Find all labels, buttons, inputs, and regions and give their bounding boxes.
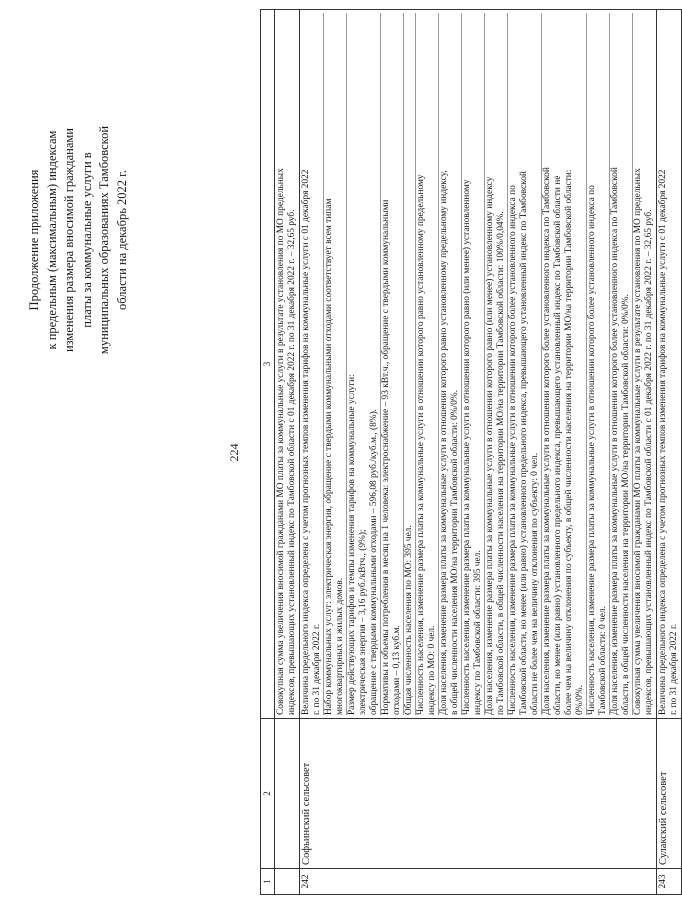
table-row [657,10,682,895]
text-line: г. по 31 декабря 2022 г. [669,623,679,715]
text-line: индексу по Тамбовской области: 395 чел. [473,550,483,715]
text-line: многоквартирных и жилых домов. [335,577,345,715]
text-line: Нормативы и объемы потребления в месяц на 1 человека: электроснабжение – 93 кВт.ч., обращение с твердыми коммунальными [380,13,392,715]
heading-line: Продолжение приложения [27,169,41,311]
continuation-text-cell [275,10,300,719]
text-line: Численность населения, изменение размера платы за коммунальные услуги в отношении которого равно (или менее) установленному [461,13,473,715]
text-line: Величина предельного индекса определена с учетом прогнозных темпов изменения тарифов на коммунальные услуги с 01 декабря 2022 [301,169,311,715]
row-number-cell [275,869,300,895]
municipality-name: Сулакский сельсовет [657,719,682,869]
municipality-cell [275,719,300,869]
index-description-cell [300,10,657,719]
text-line: Численность населения, изменение размера платы за коммунальные услуги в отношении которого более установленного индекса по [586,13,598,715]
index-table [260,9,682,895]
text-line: Доля населения, изменение размера платы за коммунальные услуги в отношении которого равно установленному предельному индексу, [438,13,450,715]
text-line: отходами – 0,13 куб.м. [392,625,402,715]
text-line: в общей численности населения МО/на территории Тамбовской области: 0%/0%. [450,390,460,715]
text-line: Доля населения, изменение размера платы за коммунальные услуги в отношении которого равно (или менее) установленному индексу [484,13,496,715]
text-line: Доля населения, изменение размера платы за коммунальные услуги в отношении которого более установленного индекса по Тамбовской [609,13,621,715]
header-col-2: 2 [261,719,275,869]
text-line: области, в общей численности населения на территории МО/на территории Тамбовской области: 0%/0%. [621,294,631,715]
text-line: индексов, превышающих установленный индекс по Тамбовской области с 01 декабря 2022 г. по 31 декабря 2022 г. – 32,65 руб. [644,209,654,715]
page-number: 224 [227,443,241,462]
text-line: Набор коммунальных услуг: электрическая энергия, обращение с твердыми коммунальными отходами соответствует всем типам [323,13,335,715]
heading-line: муниципальных образованиях Тамбовской [97,125,111,355]
text-line: Совокупная сумма увеличения вносимой гражданами МО платы за коммунальные услуги в результате установления по МО предельных [632,13,644,715]
heading-line: платы за коммунальные услуги в [79,152,94,328]
text-line: Численность населения, изменение размера платы за коммунальные услуги в отношении которого более установленного индекса по [507,13,519,715]
municipality-name: Софьинский сельсовет [300,719,657,869]
row-number-cell: 243 [657,869,682,895]
text-line: Тамбовской области: 0 чел. [598,606,608,715]
row-number-cell: 242 [300,869,657,895]
text-line: более чем на величину отклонения по субъекту, в общей численности населения на территории МО/на территории Тамбовской области: [564,169,574,715]
text-line: Тамбовской области, но менее (или равно) установленного предельного индекса, превышающего установленный индекс по Тамбовской [519,171,529,715]
header-col-3: 3 [261,10,275,719]
text-line: Размер действующих тарифов и темпы изменения тарифов на коммунальные услуги: [346,13,358,715]
text-line: Доля населения, изменение размера платы за коммунальные услуги в отношении которого более установленного индекса по Тамбовской [541,13,553,715]
header-col-1: 1 [261,869,275,895]
text-line: Численность населения, изменение размера платы за коммунальные услуги в отношении которого равно установленному предельному [415,13,427,715]
text-line: области не более чем на величину отклонения по субъекту: 0 чел. [530,452,540,715]
table-row-continuation [275,10,300,895]
text-line: Величина предельного индекса определена с учетом прогнозных темпов изменения тарифов на коммунальные услуги с 01 декабря 2022 [658,169,668,715]
heading-line: изменения размера вносимой гражданами [62,128,76,353]
text-line: электрическая энергия – 3,16 руб./кВтч., (9%); [358,529,368,715]
heading-line: к предельным (максимальным) индексам [44,130,59,350]
index-description-cell [657,10,682,719]
text-line: по Тамбовской области, в общей численности населения на территории МО/на территории Тамбовской области: 100%/0,04%. [496,211,506,715]
text-line: обращение с твердыми коммунальными отходами – 596,08 руб./куб.м., (8%). [369,408,379,715]
text-line: индексу по МО: 0 чел. [427,625,437,715]
heading-line: области на декабрь 2022 г. [114,170,129,311]
text-line: области, но менее (или равно) установленного предельного индекса, превышающего установленный индекс по Тамбовской области не [553,175,563,715]
table-header-row [261,10,275,895]
text-line: Общая численность населения по МО: 395 чел. [403,13,415,715]
text-line: г. по 31 декабря 2022 г. [312,623,322,715]
appendix-heading [26,5,131,475]
text-line: 0%/0%. [575,685,585,715]
text-line: Совокупная сумма увеличения вносимой гражданами МО платы за коммунальные услуги в результате установления по МО предельных [276,168,286,715]
table-row [300,10,657,895]
text-line: индексов, превышающих установленный индекс по Тамбовской области с 01 декабря 2022 г. по 31 декабря 2022 г. – 32,65 руб. [287,209,297,715]
